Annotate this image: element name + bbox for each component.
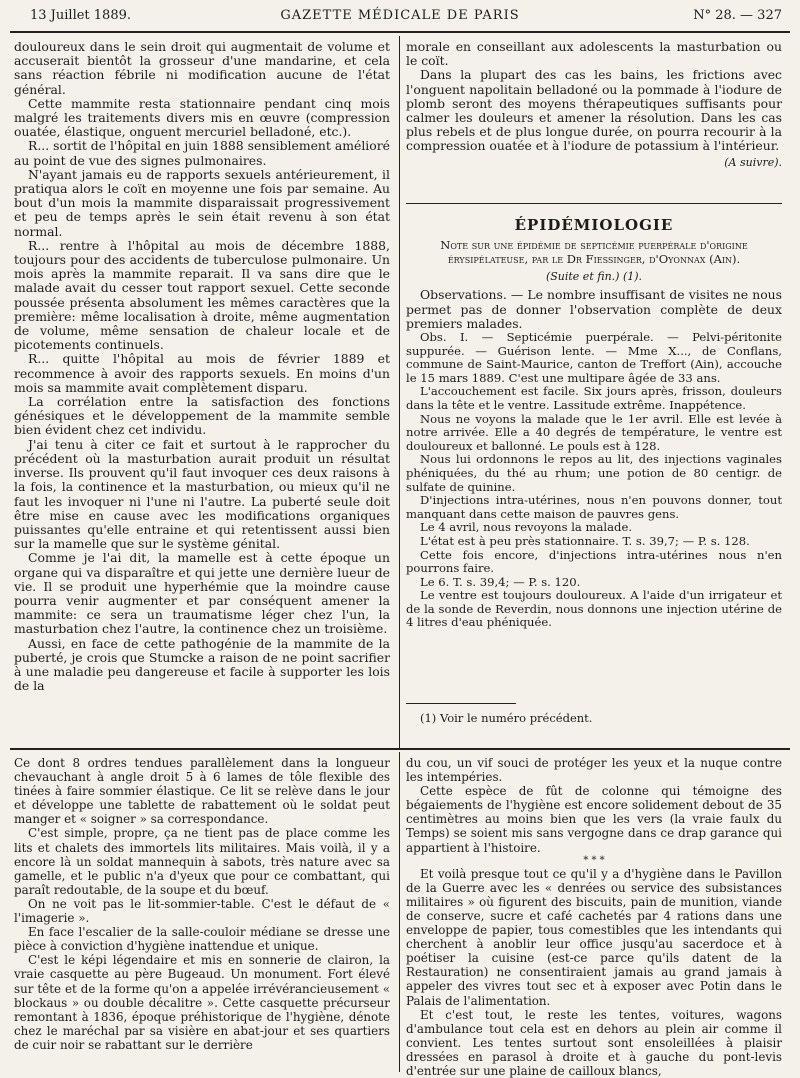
observation-paragraph: L'état est à peu près stationnaire. T. s. 39,7; — P. s. 128. xyxy=(420,533,750,548)
paragraph: Aussi, en face de cette pathogénie de la mammite de la puberté, je crois que Stumcke a raison de ne point sacrifier à une maladie peu dangereuse et facile à supporter les lois de la xyxy=(14,635,390,694)
observation-paragraph: Le 4 avril, nous revoyons la malade. xyxy=(420,520,633,535)
section-rule xyxy=(406,203,782,204)
paragraph: En face l'escalier de la salle-couloir médiane se dresse une pièce à conviction d'hygiène inattendue et unique. xyxy=(14,925,390,954)
paragraph: morale en conseillant aux adolescents la masturbation ou le coït. xyxy=(406,39,782,69)
article-title: Note sur une épidémie de septicémie puerpérale d'origine érysipélateuse, par le Dr Fiessinger, d'Oyonnax (Ain). xyxy=(440,238,748,267)
right-column-top xyxy=(406,40,782,170)
suite-note: (Suite et fin.) (1). xyxy=(545,270,643,284)
paragraph: Et voilà presque tout ce qu'il y a d'hygiène dans le Pavillon de la Guerre avec les « denrées ou service des subsistances militaires » où figurent des biscuits, pain de munition, viande de conserve, sucre et café cachetés par 4 rations dans une enveloppe de papier, tous comestibles que les intendants qui cherchent à anoblir leur office jusqu'au sacerdoce et à poétiser la cuisine (est-ce parce qu'ils datent de la Restauration) ne consentiraient jamais au grand jamais à appeler des vivres tout sec et à exposer avec Potin dans le Palais de l'alimentation. xyxy=(406,866,782,1008)
observation-paragraph: Nous lui ordonnons le repos au lit, des injections vaginales phéniquées, du thé au rhum; une potion de 80 centigr. de sulfate de quinine. xyxy=(406,452,782,494)
observation-paragraph: Le 6. T. s. 39,4; — P. s. 120. xyxy=(420,574,581,589)
lower-right-column xyxy=(406,756,782,1078)
section-divider xyxy=(10,748,790,750)
paragraph: Ce dont 8 ordres tendues parallèlement dans la longueur chevauchant à angle droit 5 à 6 lames de tôle flexible des tinées à faire sommier élastique. Ce lit se relève dans le jour et développe une tablette de rabattement où le soldat peut manger et « soigner » sa correspondance. xyxy=(14,756,390,827)
journal-title: GAZETTE MÉDICALE DE PARIS xyxy=(280,8,520,23)
paragraph: R... sortit de l'hôpital en juin 1888 sensiblement amélioré au point de vue des signes pulmonaires. xyxy=(14,138,390,168)
paragraph: J'ai tenu à citer ce fait et surtout à le rapprocher du précédent où la masturbation aurait produit un résultat inverse. Ils prouvent qu'il faut invoquer ces deux raisons à la fois, la continence et la masturbation, ou mieux qu'il ne faut les invoquer ni l'une ni l'autre. La puberté seule doit être mise en cause avec les modifications organiques puissantes qu'elle entraine et qui retentissent aussi bien sur la mamelle que sur le système génital. xyxy=(14,436,390,552)
footnote-text: (1) Voir le numéro précédent. xyxy=(420,711,593,725)
section-title: ÉPIDÉMIOLOGIE xyxy=(514,216,674,234)
paragraph: douloureux dans le sein droit qui augmentait de volume et accuserait bientôt la grosseur d'une mandarine, et cela sans réaction fébrile ni modification aucune de l'état général. xyxy=(14,39,390,97)
observation-paragraph: Obs. I. — Septicémie puerpérale. — Pelvi-péritonite suppurée. — Guérison lente. — Mme X..., de Conflans, commune de Saint-Maurice, canton de Treffort (Ain), accouche le 15 mars 1889. C'est une multipare âgée de 33 ans. xyxy=(406,330,782,385)
paragraph: N'ayant jamais eu de rapports sexuels antérieurement, il pratiqua alors le coït en moyenne une fois par semaine. Au bout d'un mois la mammite disparaissait progressivement et peu de temps après le sein était revenu à son état normal. xyxy=(14,166,390,239)
paragraph: Et c'est tout, le reste les tentes, voitures, wagons d'ambulance tout cela est en dehors au plein air comme il convient. Les tentes surtout sont ensoleillées à plaisir dressées en parasol à droite et à gauche du pont-levis d'entrée sur une plaine de cailloux blancs, xyxy=(406,1007,782,1078)
observation-paragraph: Le ventre est toujours douloureux. A l'aide d'un irrigateur et de la sonde de Reverdin, nous donnons une injection utérine de 4 litres d'eau phéniquée. xyxy=(406,588,782,630)
issue-date: 13 Juillet 1889. xyxy=(30,8,131,23)
paragraph: du cou, un vif souci de protéger les yeux et la nuque contre les intempéries. xyxy=(406,756,782,785)
observation-paragraph: D'injections intra-utérines, nous n'en pouvons donner, tout manquant dans cette maison de pauvres gens. xyxy=(406,493,782,521)
epidemiology-section xyxy=(406,212,782,630)
column-divider-top xyxy=(399,36,400,748)
paragraph: C'est le képi légendaire et mis en sonnerie de clairon, la vraie casquette au père Bugeaud. Un monument. Fort élevé sur tête et de la forme qu'on a appelée irrévérancieusement « blockaus » ou double décalitre ». Cette casquette précurseur remontant à 1836, époque préhistorique de l'hygiène, dénote chez le maréchal par sa visière en abat-jour et ses quartiers de cuir noir se rabattant sur le derrière xyxy=(14,953,390,1052)
paragraph: C'est simple, propre, ça ne tient pas de place comme les lits et chalets des immortels lits militaires. Mais voilà, il y a encore là un soldat mannequin à sabots, très nature avec sa gamelle, et le public n'a d'yeux que pour ce combattant, qui paraît redoutable, de la soupe et du bœuf. xyxy=(14,826,390,897)
paragraph: R... rentre à l'hôpital au mois de décembre 1888, toujours pour des accidents de tuberculose pulmonaire. Un mois après la mammite reparait. Il va sans dire que le malade avait du cesser tout rapport sexuel. Cette seconde poussée présenta absolument les mêmes caractères que la première: même localisation à droite, même augmentation de volume, même sensation de chaleur locale et de picotements continuels. xyxy=(14,237,390,353)
paragraph: On ne voit pas le lit-sommier-table. C'est le défaut de « l'imagerie ». xyxy=(14,896,390,926)
paragraph: Cette mammite resta stationnaire pendant cinq mois malgré les traitements divers mis en œuvre (compression ouatée, élastique, onguent mercuriel belladoné, etc.). xyxy=(14,95,390,140)
left-column xyxy=(14,40,390,693)
column-divider-bottom xyxy=(399,752,400,1072)
paragraph: Comme je l'ai dit, la mamelle est à cette époque un organe qui va disparaître et qui jette une dernière lueur de vie. Il se produit une hyperhémie que la moindre cause pourra venir augmenter et par conséquent amener la mammite: ce sera un traumatisme léger chez l'un, la masturbation chez l'autre, la continence chez un troisième. xyxy=(14,550,390,637)
footnote-rule xyxy=(406,703,516,704)
paragraph: Dans la plupart des cas les bains, les frictions avec l'onguent napolitain belladoné ou la pommade à l'iodure de plomb seront des moyens thérapeutiques suffisants pour calmer les douleurs et amener la résolution. Dans les cas plus rebels et de plus longue durée, on pourra recourir à la compression ouatée et à l'iodure de potassium à l'intérieur. xyxy=(406,67,782,154)
paragraph: Observations. — Le nombre insuffisant de visites ne nous permet pas de donner l'observation complète de deux premiers malades. xyxy=(406,287,782,331)
page-header xyxy=(10,6,790,28)
a-suivre: (A suivre). xyxy=(724,155,782,169)
lower-left-column xyxy=(14,756,390,1052)
page-number: N° 28. — 327 xyxy=(693,8,782,23)
header-rule xyxy=(10,31,790,33)
observation-paragraph: Nous ne voyons la malade que le 1er avril. Elle est levée à notre arrivée. Elle a 40 degrés de température, le ventre est douloureux et ballonné. Le pouls est à 128. xyxy=(406,411,782,453)
paragraph: R... quitte l'hôpital au mois de février 1889 et recommence à avoir des rapports sexuels. En moins d'un mois sa mammite avait complètement disparu. xyxy=(14,351,390,395)
footnote xyxy=(420,711,780,725)
paragraph: Cette espèce de fût de colonne qui témoigne des bégaiements de l'hygiène est encore solidement debout de 35 centimètres au moins bien que les vers (la vraie faulx du Temps) se soient mis sans vergogne dans ce drap garance qui appartient à l'histoire. xyxy=(406,784,782,855)
asterism: * * * xyxy=(583,854,605,866)
paragraph: La corrélation entre la satisfaction des fonctions génésiques et le développement de la mammite semble bien évident chez cet individu. xyxy=(14,394,390,438)
observation-paragraph: Cette fois encore, d'injections intra-utérines nous n'en pourrons faire. xyxy=(406,547,782,576)
observation-paragraph: L'accouchement est facile. Six jours après, frisson, douleurs dans la tête et le ventre. Lassitude extrême. Inappétence. xyxy=(406,384,782,412)
